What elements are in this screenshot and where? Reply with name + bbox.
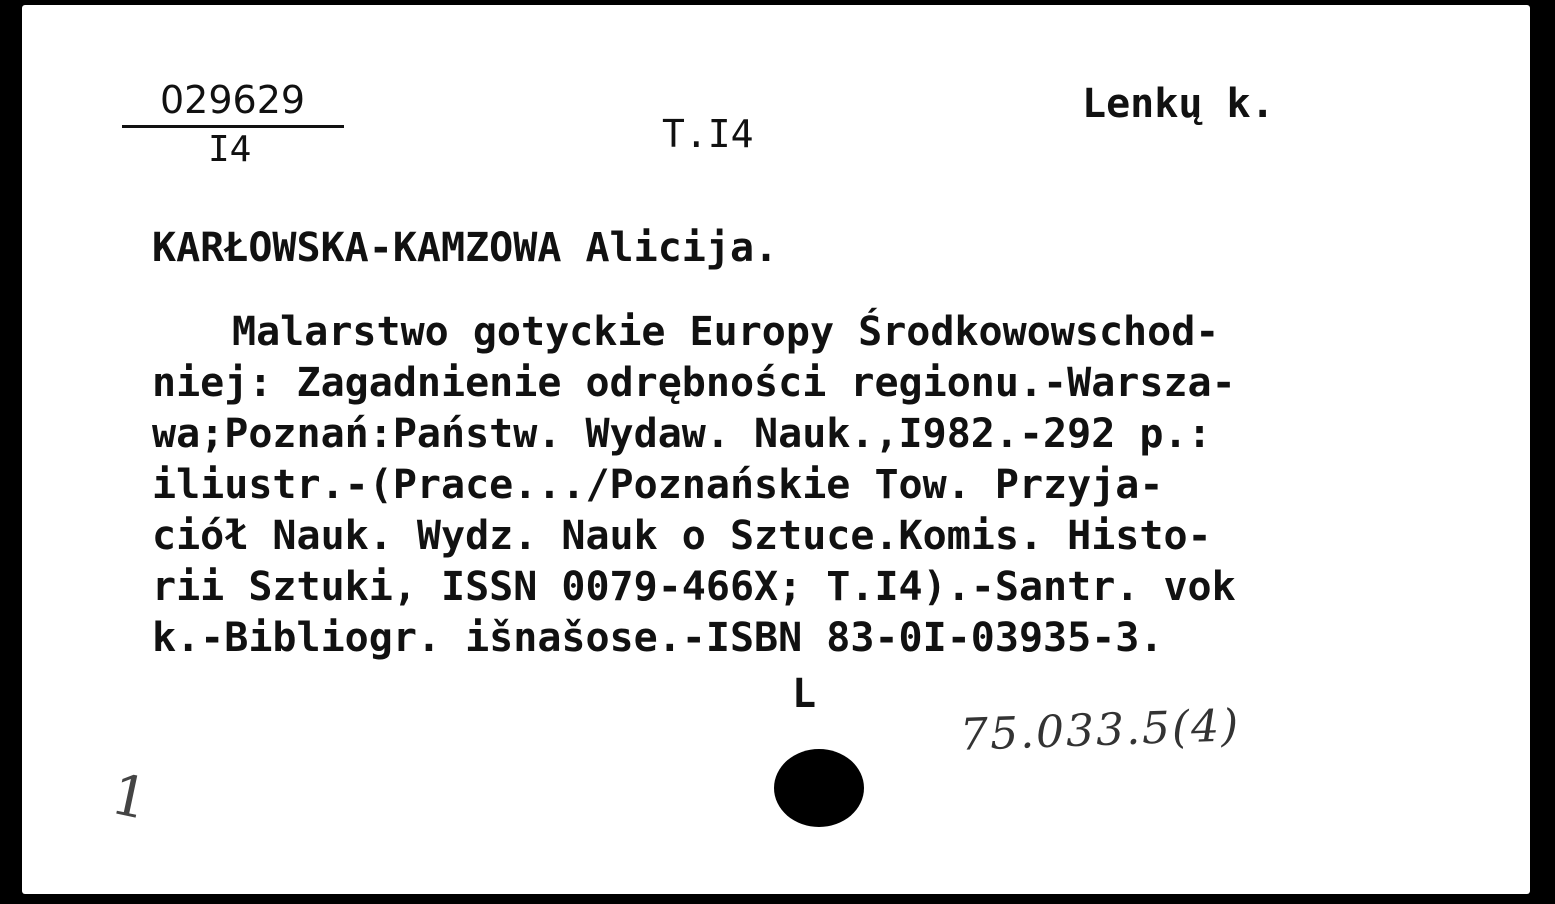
volume-label: T.I4	[662, 112, 754, 156]
body-line-6: rii Sztuki, ISSN 0079-466X; T.I4).-Santr. vok	[152, 564, 1236, 610]
body-line-1: Malarstwo gotyckie Europy Środkowowschod-	[232, 309, 1220, 355]
body-line-5: ciół Nauk. Wydz. Nauk o Sztuce.Komis. Histo-	[152, 513, 1212, 559]
body-line-3: wa;Poznań:Państw. Wydaw. Nauk.,I982.-292 p.:	[152, 411, 1212, 457]
shelf-number-bottom: I4	[208, 129, 252, 170]
shelf-number-rule	[122, 125, 344, 128]
location-label: Lenkų k.	[1082, 81, 1275, 127]
shelf-number-top: 029629	[160, 78, 306, 122]
author-heading: KARŁOWSKA-KAMZOWA Alicija.	[152, 225, 779, 271]
margin-pencil-mark: 1	[105, 762, 155, 833]
body-line-4: iliustr.-(Prace.../Poznańskie Tow. Przyja-	[152, 462, 1164, 508]
punch-hole	[774, 749, 864, 827]
body-line-2: niej: Zagadnienie odrębności regionu.-Warsza-	[152, 360, 1236, 406]
classification-letter: L	[792, 671, 817, 717]
catalog-card	[22, 5, 1530, 894]
body-line-7: k.-Bibliogr. išnašose.-ISBN 83-0I-03935-3.	[152, 615, 1164, 661]
handwritten-classification: 75.033.5(4)	[959, 700, 1242, 761]
